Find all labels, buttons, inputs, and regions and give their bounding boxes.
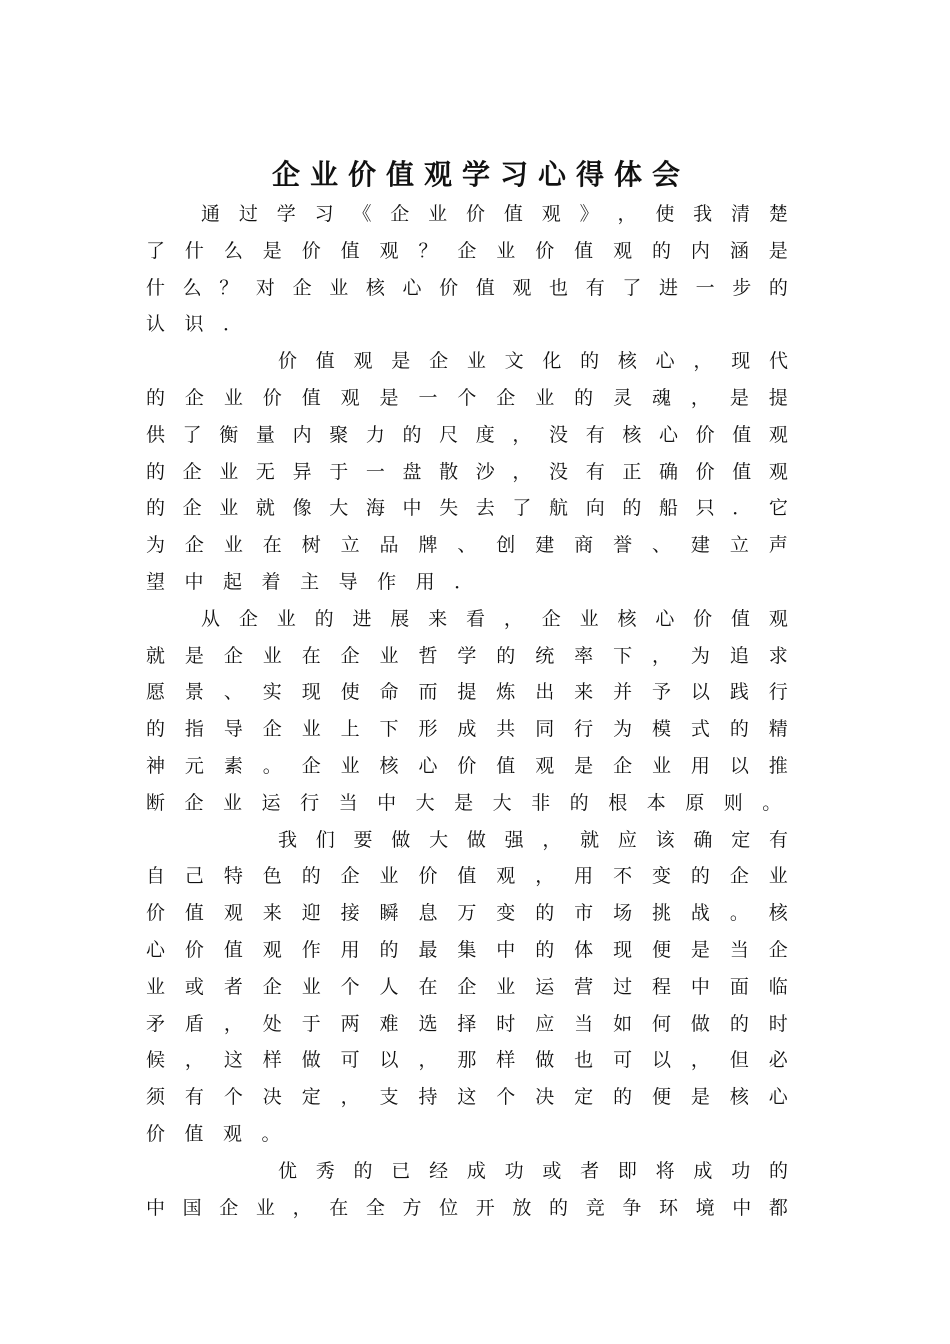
text-line: 通 过 学 习 《 企 业 价 值 观 》 ， 使 我 清 楚 xyxy=(201,203,788,225)
text-line: 我 们 要 做 大 做 强 ， 就 应 该 确 定 有 xyxy=(278,828,788,851)
text-line: 价 值 观 。 xyxy=(146,1123,281,1145)
text-line: 神 元 素 。 企 业 核 心 价 值 观 是 企 业 用 以 推 xyxy=(146,755,788,777)
text-line: 为 企 业 在 树 立 品 牌 、 创 建 商 誉 、 建 立 声 xyxy=(146,534,788,557)
text-line: 自 己 特 色 的 企 业 价 值 观 ， 用 不 变 的 企 业 xyxy=(146,865,788,888)
text-line: 从 企 业 的 进 展 来 看 ， 企 业 核 心 价 值 观 xyxy=(201,607,788,630)
text-line: 业 或 者 企 业 个 人 在 企 业 运 营 过 程 中 面 临 xyxy=(146,975,788,998)
text-line: 了 什 么 是 价 值 观 ？ 企 业 价 值 观 的 内 涵 是 xyxy=(146,239,788,262)
text-line: 的 企 业 无 异 于 一 盘 散 沙 ， 没 有 正 确 价 值 观 xyxy=(146,460,788,483)
text-line: 什 么 ？ 对 企 业 核 心 价 值 观 也 有 了 进 一 步 的 xyxy=(146,276,788,299)
text-line: 须 有 个 决 定 ， 支 持 这 个 决 定 的 便 是 核 心 xyxy=(146,1086,788,1109)
text-line: 愿 景 、 实 现 使 命 而 提 炼 出 来 并 予 以 践 行 xyxy=(146,681,788,704)
text-line: 的 企 业 价 值 观 是 一 个 企 业 的 灵 魂 ， 是 提 xyxy=(146,387,788,409)
text-line: 的 指 导 企 业 上 下 形 成 共 同 行 为 模 式 的 精 xyxy=(146,718,788,741)
text-line: 心 价 值 观 作 用 的 最 集 中 的 体 现 便 是 当 企 xyxy=(146,939,788,961)
text-line: 价 值 观 来 迎 接 瞬 息 万 变 的 市 场 挑 战 。 核 xyxy=(146,902,788,925)
text-line: 供 了 衡 量 内 聚 力 的 尺 度 ， 没 有 核 心 价 值 观 xyxy=(146,423,788,446)
text-line: 就 是 企 业 在 企 业 哲 学 的 统 率 下 ， 为 追 求 xyxy=(146,644,788,667)
text-line: 矛 盾 ， 处 于 两 难 选 择 时 应 当 如 何 做 的 时 xyxy=(146,1012,788,1035)
document-title: 企业价值观学习心得体会 xyxy=(271,158,690,191)
text-line: 中 国 企 业 ， 在 全 方 位 开 放 的 竞 争 环 境 中 都 xyxy=(146,1196,788,1219)
text-line: 望 中 起 着 主 导 作 用 ． xyxy=(146,571,474,593)
text-line: 优 秀 的 已 经 成 功 或 者 即 将 成 功 的 xyxy=(278,1159,788,1182)
text-line: 的 企 业 就 像 大 海 中 失 去 了 航 向 的 船 只 ． 它 xyxy=(146,497,788,520)
text-line: 候 ， 这 样 做 可 以 ， 那 样 做 也 可 以 ， 但 必 xyxy=(146,1049,788,1072)
text-line: 价 值 观 是 企 业 文 化 的 核 心 ， 现 代 xyxy=(278,350,788,373)
text-line: 认 识 ． xyxy=(146,313,243,336)
text-line: 断 企 业 运 行 当 中 大 是 大 非 的 根 本 原 则 。 xyxy=(146,791,782,814)
